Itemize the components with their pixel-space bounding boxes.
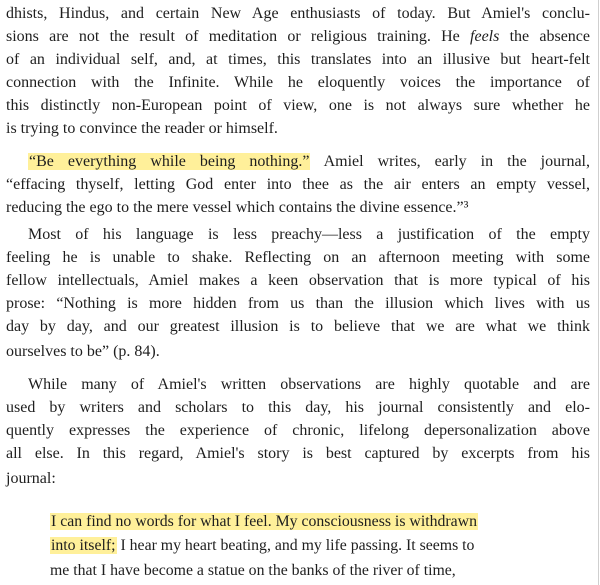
emphasis-feels: feels: [470, 28, 500, 45]
text-line: all else. In this regard, Amiel's story is best captured by excerpts from his: [6, 445, 590, 462]
text-line: is trying to convince the reader or himself.: [6, 120, 278, 137]
text-line: connection with the Infinite. While he eloquently voices the importance of: [6, 74, 590, 91]
text-line: [6, 27, 590, 47]
text-line: feeling he is unable to shake. Reflecting on an afternoon meeting with some: [6, 249, 590, 266]
text-line: [50, 512, 580, 532]
text-line: prose: “Nothing is more hidden from us than the illusion which lives with us: [6, 295, 590, 312]
text-line: of an individual self, and, at times, this translates into an illusive but heart-felt: [6, 51, 590, 68]
highlighted-quote: I can find no words for what I feel. My consciousness is withdrawn: [51, 513, 477, 530]
text-span: I hear my heart beating, and my life passing. It seems to: [116, 537, 475, 554]
text-line: Most of his language is less preachy—less a justification of the empty: [28, 226, 590, 243]
highlighted-quote: “Be everything while being nothing.”: [29, 153, 310, 170]
text-line: quently expresses the experience of chronic, lifelong depersonalization above: [6, 422, 590, 439]
text-line: ourselves to be” (p. 84).: [6, 343, 160, 360]
highlighted-quote: into itself;: [51, 537, 116, 554]
text-span: Amiel writes, early in the journal,: [310, 153, 591, 170]
text-line: “effacing thyself, letting God enter into thee as the air enters an empty vessel,: [6, 176, 590, 193]
text-line: me that I have become a statue on the banks of the river of time,: [50, 562, 456, 579]
page-edge: [598, 0, 599, 585]
text-line: journal:: [6, 470, 56, 487]
text-span: sions are not the result of meditation or religious training. He: [6, 28, 460, 45]
text-line: used by writers and scholars to this day, his journal consistently and elo-: [6, 399, 590, 416]
text-line: reducing the ego to the mere vessel which contains the divine essence.”³: [6, 199, 469, 216]
text-span: the absence: [499, 28, 591, 45]
text-line: [50, 536, 580, 556]
text-line: dhists, Hindus, and certain New Age enthusiasts of today. But Amiel's conclu-: [6, 5, 590, 22]
text-line: this distinctly non-European point of view, one is not always sure whether he: [6, 97, 590, 114]
text-line: day by day, and our greatest illusion is to believe that we are what we think: [6, 318, 590, 335]
text-line: [28, 152, 590, 172]
text-line: fellow intellectuals, Amiel makes a keen observation that is more typical of his: [6, 272, 590, 289]
text-line: While many of Amiel's written observations are highly quotable and are: [28, 376, 590, 393]
